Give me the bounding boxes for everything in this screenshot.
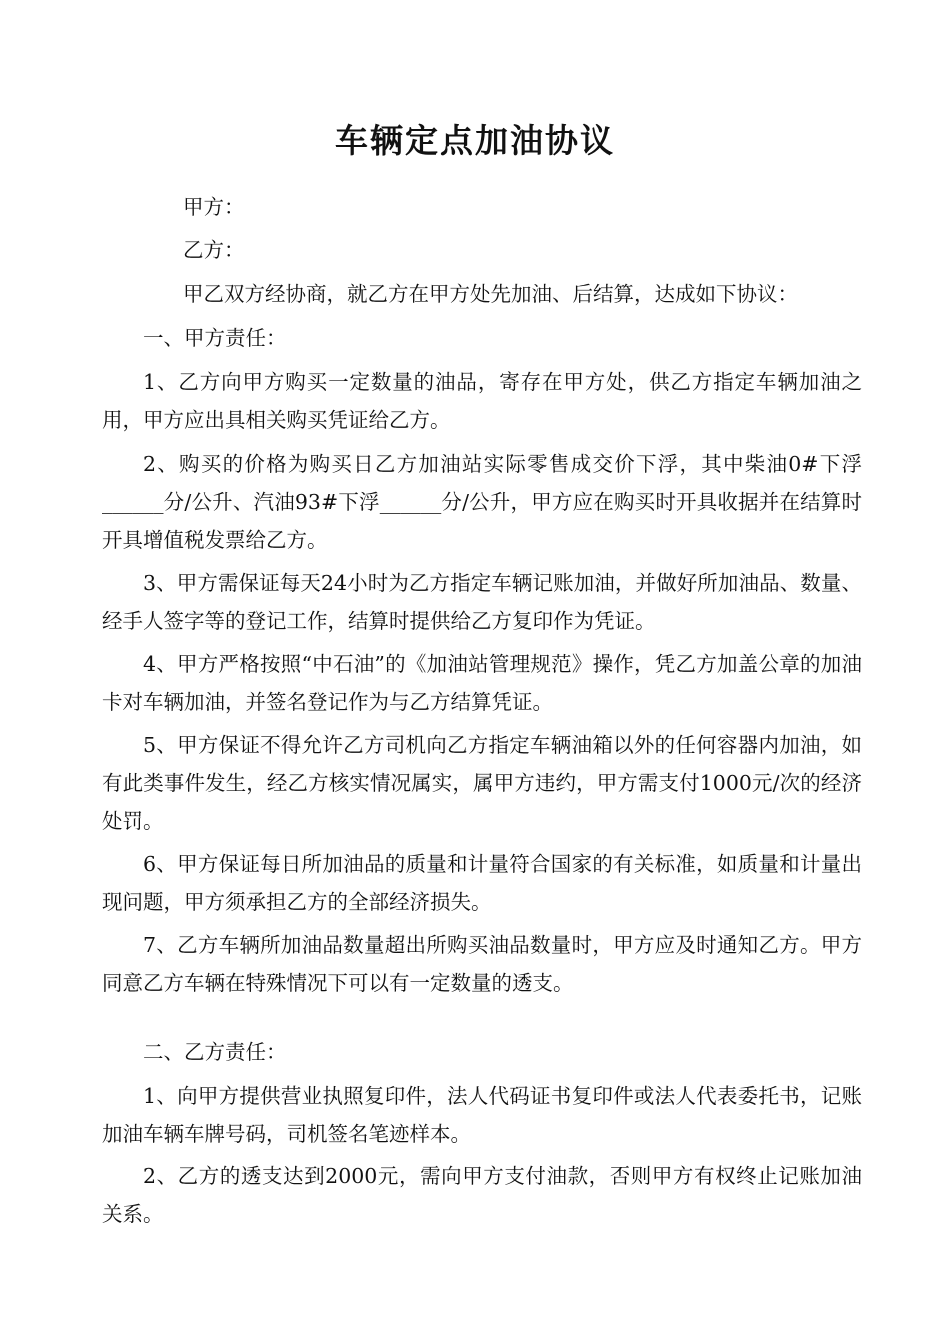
- section-1-item-7: 7、乙方车辆所加油品数量超出所购买油品数量时，甲方应及时通知乙方。甲方同意乙方车辆在特殊情况下可以有一定数量的透支。: [102, 933, 862, 995]
- section-1-item-4: 4、甲方严格按照“中石油”的《加油站管理规范》操作，凭乙方加盖公章的加油卡对车辆加油，并签名登记作为与乙方结算凭证。: [102, 652, 862, 714]
- party-b-label: 乙方：: [183, 238, 245, 262]
- section-1-heading: 一、甲方责任：: [143, 326, 287, 350]
- section-2-item-2: 2、乙方的透支达到2000元，需向甲方支付油款，否则甲方有权终止记账加油关系。: [102, 1164, 862, 1226]
- section-1-item-1: 1、乙方向甲方购买一定数量的油品，寄存在甲方处，供乙方指定车辆加油之用，甲方应出具相关购买凭证给乙方。: [102, 370, 862, 432]
- party-a-label: 甲方：: [183, 195, 245, 219]
- section-2-item-1: 1、向甲方提供营业执照复印件，法人代码证书复印件或法人代表委托书，记账加油车辆车牌号码，司机签名笔迹样本。: [102, 1084, 862, 1146]
- intro-text: 甲乙双方经协商，就乙方在甲方处先加油、后结算，达成如下协议：: [183, 282, 798, 306]
- document-title: 车辆定点加油协议: [335, 121, 615, 160]
- section-1-item-6: 6、甲方保证每日所加油品的质量和计量符合国家的有关标准，如质量和计量出现问题，甲方须承担乙方的全部经济损失。: [102, 852, 862, 914]
- section-1-item-5: 5、甲方保证不得允许乙方司机向乙方指定车辆油箱以外的任何容器内加油，如有此类事件发生，经乙方核实情况属实，属甲方违约，甲方需支付1000元/次的经济处罚。: [102, 733, 862, 833]
- section-2-heading: 二、乙方责任：: [143, 1040, 287, 1064]
- section-1-item-3: 3、甲方需保证每天24小时为乙方指定车辆记账加油，并做好所加油品、数量、经手人签字等的登记工作，结算时提供给乙方复印作为凭证。: [102, 571, 862, 633]
- section-1-item-2: 2、购买的价格为购买日乙方加油站实际零售成交价下浮，其中柴油0#下浮______分/公升、汽油93#下浮______分/公升，甲方应在购买时开具收据并在结算时开具增值税发票给乙方。: [102, 452, 862, 552]
